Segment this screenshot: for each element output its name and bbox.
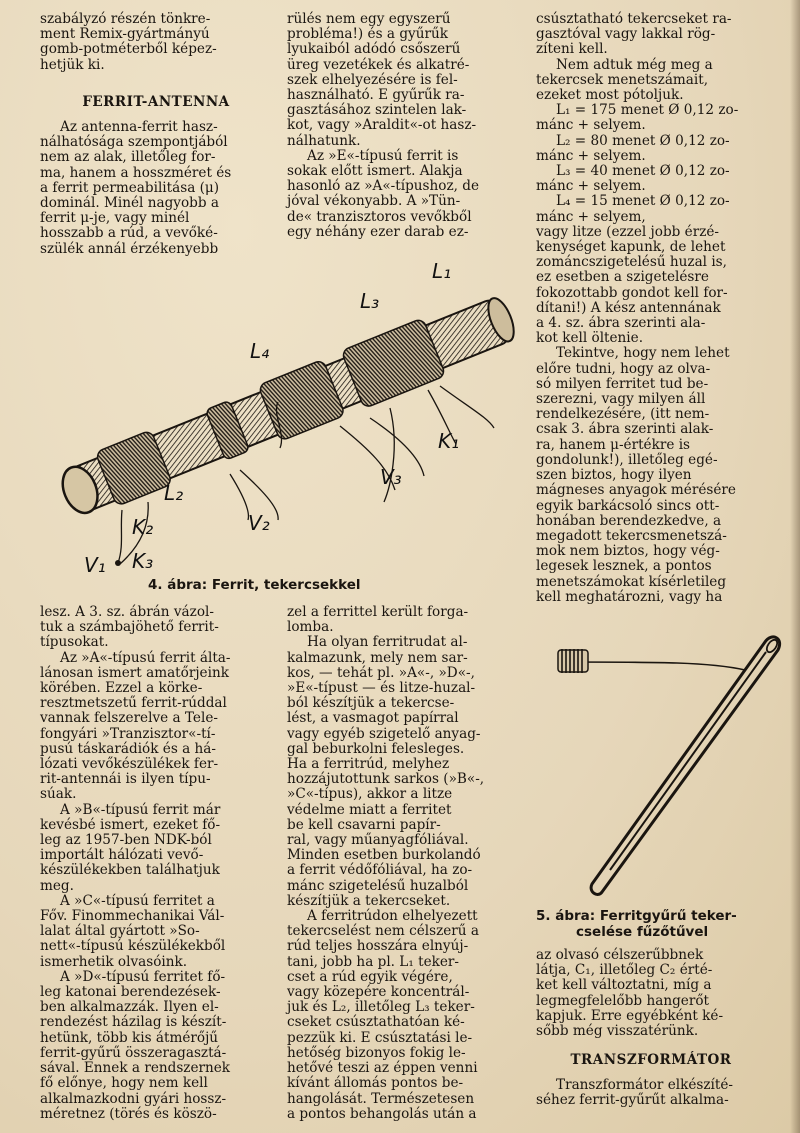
text-line: sával. Ennek a rendszernek [40,1060,231,1077]
text-line: hetővé teszi az éppen venni [287,1060,478,1077]
text-line: ben alkalmazzák. Ilyen el- [40,999,219,1016]
text-line: kell meghatározni, vagy ha [536,588,723,605]
text-line: zíteni kell. [536,41,608,58]
text-line: gasztóval vagy lakkal rög- [536,26,716,43]
text-line: menetszámokat kísérletileg [536,573,727,590]
text-line: pusú táskarádiók és a há- [40,740,217,757]
text-line: a ferrit védőfóliával, ha zo- [287,862,473,879]
label-l2: L₂ [164,481,184,505]
text-line: lést, a vasmagot papírral [287,710,459,727]
text-line: szen biztos, hogy ilyen [536,467,692,484]
label-v3: V₃ [380,465,402,489]
text-line: kenységet kapunk, de lehet [536,239,726,256]
text-line: lalat által gyártott »So- [40,923,200,940]
text-line: mánc + selyem. [536,117,646,134]
text-line: cset a rúd egyik végére, [287,968,453,985]
text-line: L₁ = 175 menet Ø 0,12 zo- [556,102,739,119]
column-3-end [536,1078,766,1108]
text-line: A »B«-típusú ferrit már [60,801,221,818]
text-line: vannak felszerelve a Tele- [40,710,218,727]
text-line: kot, vagy »Araldit«-ot hasz- [287,117,477,134]
text-line: lózati vevőkészülékek fer- [40,756,219,773]
ferrite-ring-winding [558,649,588,673]
text-line: ra, hanem μ-értékre is [536,436,691,453]
label-k3: K₃ [132,549,154,573]
column-1-bottom [40,605,272,1122]
text-line: L₃ = 40 menet Ø 0,12 zo- [556,163,730,180]
text-line: Ha olyan ferritrudat al- [307,634,468,651]
text-line: üreg vezetékek és alkatré- [287,56,470,73]
text-line: cseket csúsztathatóan ké- [287,1014,465,1031]
text-line: szabályzó részén tönkre- [40,11,211,27]
text-line: csúsztatható tekercseket ra- [536,11,732,27]
text-line: ez esetben a szigetelésre [536,269,709,286]
text-line: mánc + selyem, [536,208,646,225]
column-1-mid [40,120,272,257]
text-line: kot kell öltenie. [536,330,644,347]
text-line: resztmetszetű ferrit-rúddal [40,695,227,712]
text-line: szek elhelyezésére is fel- [287,71,458,88]
text-line: de« tranzisztoros vevőkből [287,208,472,225]
text-line: Az antenna-ferrit hasz- [60,119,218,135]
label-k2: K₂ [132,515,154,539]
text-line: gomb-potméterből képez- [40,41,217,58]
text-line: fő előnye, hogy nem kell [40,1075,208,1092]
text-line: egy néhány ezer darab ez- [287,223,469,240]
text-line: ket kell változtatni, míg a [536,977,712,994]
text-line: szerezni, vagy milyen áll [536,391,706,408]
text-line: leg katonai berendezések- [40,984,221,1001]
heading-transzformator: TRANSZFORMÁTOR [570,1052,732,1068]
text-line: zománcszigetelésű huzal is, [536,254,727,271]
text-line: vagy egyéb szigetelő anyag- [287,725,481,742]
figure-5-needle [540,622,790,902]
text-line: típusokat. [40,634,109,651]
text-line: csak 3. ábra szerinti alak- [536,421,714,438]
text-line: hosszabb a rúd, a vevőké- [40,225,218,242]
text-line: súak. [40,786,77,803]
text-line: egyik barkácsoló sincs ott- [536,497,720,514]
text-line: séhez ferrit-gyűrűt alkalma- [536,1092,729,1109]
text-line: nett«-típusú készülékekből [40,938,226,955]
text-line: zel a ferrittel került forga- [287,604,469,620]
text-line: kívánt állomás pontos be- [287,1075,464,1092]
text-line: ferrit μ-je, vagy minél [40,210,190,227]
text-line: megadott tekercsmenetszá- [536,527,727,544]
heading-ferrit-antenna: FERRIT-ANTENNA [82,94,230,110]
text-line: tekercsek menetszámait, [536,71,709,88]
text-line: hasonló az »A«-típushoz, de [287,178,479,195]
text-line: meg. [40,877,74,894]
text-line: juk és L₂, illetőleg L₃ teker- [287,999,475,1016]
text-line: hangolását. Természetesen [287,1090,475,1107]
text-line: Ha a ferritrúd, melyhez [287,756,450,773]
text-line: legesek lesznek, a pontos [536,558,712,575]
text-line: vagy közepére koncentrál- [287,984,470,1001]
text-line: sőbb még visszatérünk. [536,1023,699,1040]
label-l1: L₁ [432,259,452,283]
text-line: hetünk, több kis átmérőjű [40,1029,219,1046]
text-line: ment Remix-gyártmányú [40,26,210,43]
text-line: védelme miatt a ferritet [287,801,452,818]
text-line: ferrit-gyűrű összeragasztá- [40,1044,227,1061]
text-line: rit-antennái is ilyen típu- [40,771,211,788]
text-line: készülékekben találhatjuk [40,862,220,879]
text-line: nálhatunk. [287,132,361,149]
text-line: rendelkezésére, (itt nem- [536,406,710,423]
text-line: »C«-típus), akkor a litze [287,786,453,803]
text-line: rülés nem egy egyszerű [287,11,451,27]
text-line: Az »A«-típusú ferrit álta- [60,649,231,666]
text-line: lomba. [287,619,334,636]
text-line: méretnez (törés és köszö- [40,1105,217,1122]
text-line: lyukaiból adódó csőszerű [287,41,461,58]
text-line: Nem adtuk még meg a [556,56,713,73]
column-3-bottom [536,948,766,1039]
text-line: mágneses anyagok mérésére [536,482,736,499]
text-line: ismerhetik olvasóink. [40,953,188,970]
text-line: Transzformátor elkészíté- [556,1077,733,1093]
label-v1: V₁ [84,553,106,574]
text-line: alkalmazkodni gyári hossz- [40,1090,227,1107]
text-line: tani, jobb ha pl. L₁ teker- [287,953,459,970]
text-line: jóval vékonyabb. A »Tün- [287,193,461,210]
label-v2: V₂ [248,511,270,535]
text-line: ból készítjük a tekercse- [287,695,455,712]
figure-5-caption-line-1: 5. ábra: Ferritgyűrű teker- [536,908,737,924]
text-line: látja, C₁, illetőleg C₂ érté- [536,962,713,979]
text-line: ezeket most pótoljuk. [536,87,684,104]
text-line: mok nem biztos, hogy vég- [536,543,720,560]
text-line: tuk a számbajöhető ferrit- [40,619,219,636]
text-line: ral, vagy műanyagfóliával. [287,832,469,849]
text-line: be kell csavarni papír- [287,816,441,833]
text-line: rendezést házilag is készít- [40,1014,227,1031]
text-line: A ferritrúdon elhelyezett [307,908,478,925]
text-line: nem az alak, illetőleg for- [40,149,216,166]
text-line: só milyen ferritet tud be- [536,375,709,392]
text-line: körében. Ezzel a körke- [40,680,203,697]
text-line: hetőség bizonyos fokig le- [287,1044,466,1061]
text-line: Tekintve, hogy nem lehet [556,345,730,362]
text-line: mánc + selyem. [536,147,646,164]
text-line: gondolunk!), illetőleg egé- [536,451,718,468]
text-line: gal beburkolni felesleges. [287,740,465,757]
page-edge-shadow [790,0,800,1133]
column-2-bottom [287,605,519,1122]
text-line: kalmazunk, mely nem sar- [287,649,468,666]
text-line: hozzájutottunk sarkos (»B«-, [287,771,485,788]
text-line: készítjük a tekercseket. [287,892,451,909]
text-line: használható. E gyűrűk ra- [287,87,465,104]
text-line: kapjuk. Erre egyébként ké- [536,1007,724,1024]
text-line: Főv. Finommechanikai Vál- [40,908,225,925]
text-line: »E«-típust — és litze-huzal- [287,680,476,697]
text-line: a 4. sz. ábra szerinti ala- [536,315,706,332]
text-line: Minden esetben burkolandó [287,847,481,864]
text-line: sokak előtt ismert. Alakja [287,163,463,180]
text-line: leg az 1957-ben NDK-ból [40,832,212,849]
text-line: szülék annál érzékenyebb [40,240,219,257]
text-line: nálhatósága szempontjából [40,134,228,151]
text-line: mánc szigetelésű huzalból [287,877,469,894]
text-line: A »C«-típusú ferritet a [60,892,215,909]
text-line: lánosan ismert amatőrjeink [40,664,229,681]
figure-5-caption-line-2: cselése fűzőtűvel [576,924,709,940]
column-3-top [536,12,766,605]
text-line: honában berendezkedve, a [536,512,722,529]
text-line: L₄ = 15 menet Ø 0,12 zo- [556,193,730,210]
text-line: tekercselést nem célszerű a [287,923,479,940]
text-line: dominál. Minél nagyobb a [40,195,219,212]
column-1-top [40,12,272,73]
label-l4: L₄ [250,339,270,363]
text-line: pezzük ki. E csúsztatási le- [287,1029,473,1046]
text-line: probléma!) és a gyűrűk [287,26,448,43]
label-l3: L₃ [360,289,380,313]
text-line: dítani!) A kész antennának [536,299,721,316]
column-2-top [287,12,519,240]
text-line: a ferrit permeabilitása (μ) [40,179,220,196]
text-line: legmegfelelőbb hangerőt [536,992,709,1009]
figure-4-ferrite-rod [40,258,526,574]
text-line: fongyári »Tranzisztor«-tí- [40,725,216,742]
text-line: a pontos behangolás után a [287,1105,477,1122]
text-line: gasztásához szintelen lak- [287,102,467,119]
label-k1: K₁ [438,429,460,453]
text-line: ma, hanem a hosszméret és [40,164,232,181]
text-line: L₂ = 80 menet Ø 0,12 zo- [556,132,730,149]
text-line: kevésbé ismert, ezeket fő- [40,816,221,833]
text-line: Az »E«-típusú ferrit is [307,147,459,164]
text-line: importált hálózati vevő- [40,847,204,864]
text-line: kos, — tehát pl. »A«-, »D«-, [287,664,475,681]
text-line: vagy litze (ezzel jobb érzé- [536,223,720,240]
text-line: hetjük ki. [40,56,105,73]
text-line: A »D«-típusú ferritet fő- [60,968,226,985]
text-line: előre tudni, hogy az olva- [536,360,711,377]
text-line: mánc + selyem. [536,178,646,195]
text-line: fokozottabb gondot kell for- [536,284,728,301]
figure-4-caption: 4. ábra: Ferrit, tekercsekkel [148,577,361,593]
text-line: rúd teljes hosszára elnyúj- [287,938,469,955]
text-line: az olvasó célszerűbbnek [536,947,704,963]
text-line: lesz. A 3. sz. ábrán vázol- [40,604,214,620]
